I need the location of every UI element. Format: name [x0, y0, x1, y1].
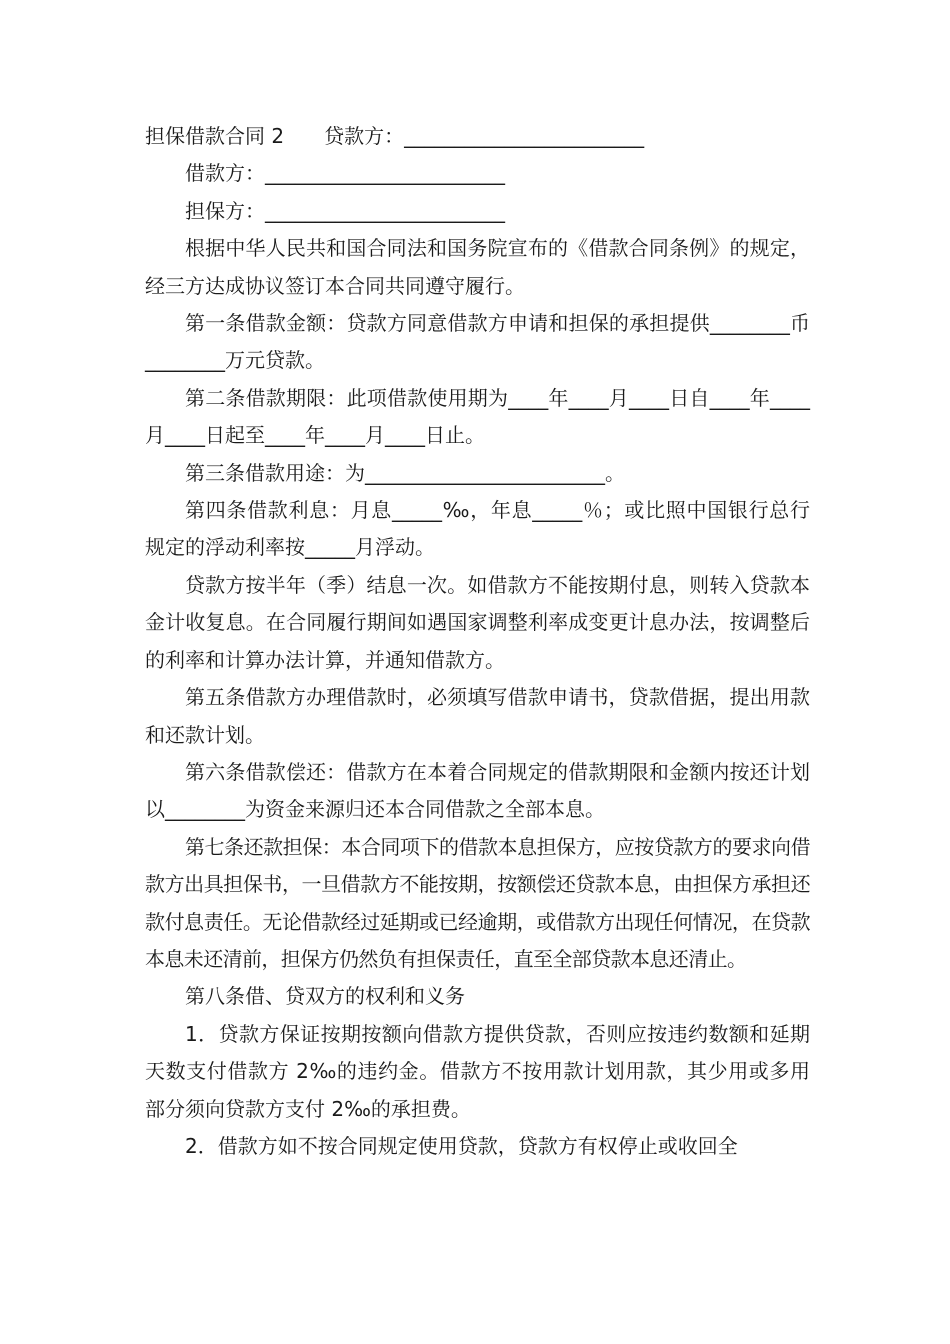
preamble-paragraph: 根据中华人民共和国合同法和国务院宣布的《借款合同条例》的规定，经三方达成协议签订本合同共同遵守履行。 — [145, 236, 810, 298]
article-8-item-1: 1．贷款方保证按期按额向借款方提供贷款，否则应按违约数额和延期天数支付借款方 2‰的违约金。借款方不按用款计划用款，其少用或多用部分须向贷款方支付 2‰的承担费。 — [145, 1021, 810, 1121]
article-5-application: 第五条借款方办理借款时，必须填写借款申请书，贷款借据，提出用款和还款计划。 — [145, 685, 810, 747]
article-7-guarantee: 第七条还款担保：本合同项下的借款本息担保方，应按贷款方的要求向借款方出具担保书，一旦借款方不能按期，按额偿还贷款本息，由担保方承担还款付息责任。无论借款经过延期或已经逾期，或借款方出现任何情况，在贷款本息未还清前，担保方仍然负有担保责任，直至全部贷款本息还清止。 — [145, 834, 810, 971]
article-1-amount: 第一条借款金额：贷款方同意借款方申请和担保的承担提供________币________万元贷款。 — [145, 311, 810, 373]
interest-settlement-paragraph: 贷款方按半年（季）结息一次。如借款方不能按期付息，则转入贷款本金计收复息。在合同履行期间如遇国家调整利率成变更计息办法，按调整后的利率和计算办法计算，并通知借款方。 — [145, 572, 810, 672]
borrower-line: 借款方：________________________ — [185, 161, 505, 186]
document-body — [145, 118, 810, 1165]
article-4-interest: 第四条借款利息：月息_____‰，年息_____％；或比照中国银行总行规定的浮动利率按_____月浮动。 — [145, 498, 810, 560]
guarantor-line: 担保方：________________________ — [185, 198, 505, 223]
article-8-item-2: 2．借款方如不按合同规定使用贷款，贷款方有权停止或收回全 — [185, 1133, 738, 1158]
article-3-purpose: 第三条借款用途：为________________________。 — [185, 460, 625, 485]
article-8-heading: 第八条借、贷双方的权利和义务 — [185, 984, 465, 1009]
article-6-repayment: 第六条借款偿还：借款方在本着合同规定的借款期限和金额内按还计划以________为资金来源归还本合同借款之全部本息。 — [145, 759, 810, 822]
title-lender-line: 担保借款合同 2 贷款方：________________________ — [145, 124, 645, 148]
article-2-term: 第二条借款期限：此项借款使用期为____年____月____日自____年____月____日起至____年____月____日止。 — [145, 385, 810, 448]
